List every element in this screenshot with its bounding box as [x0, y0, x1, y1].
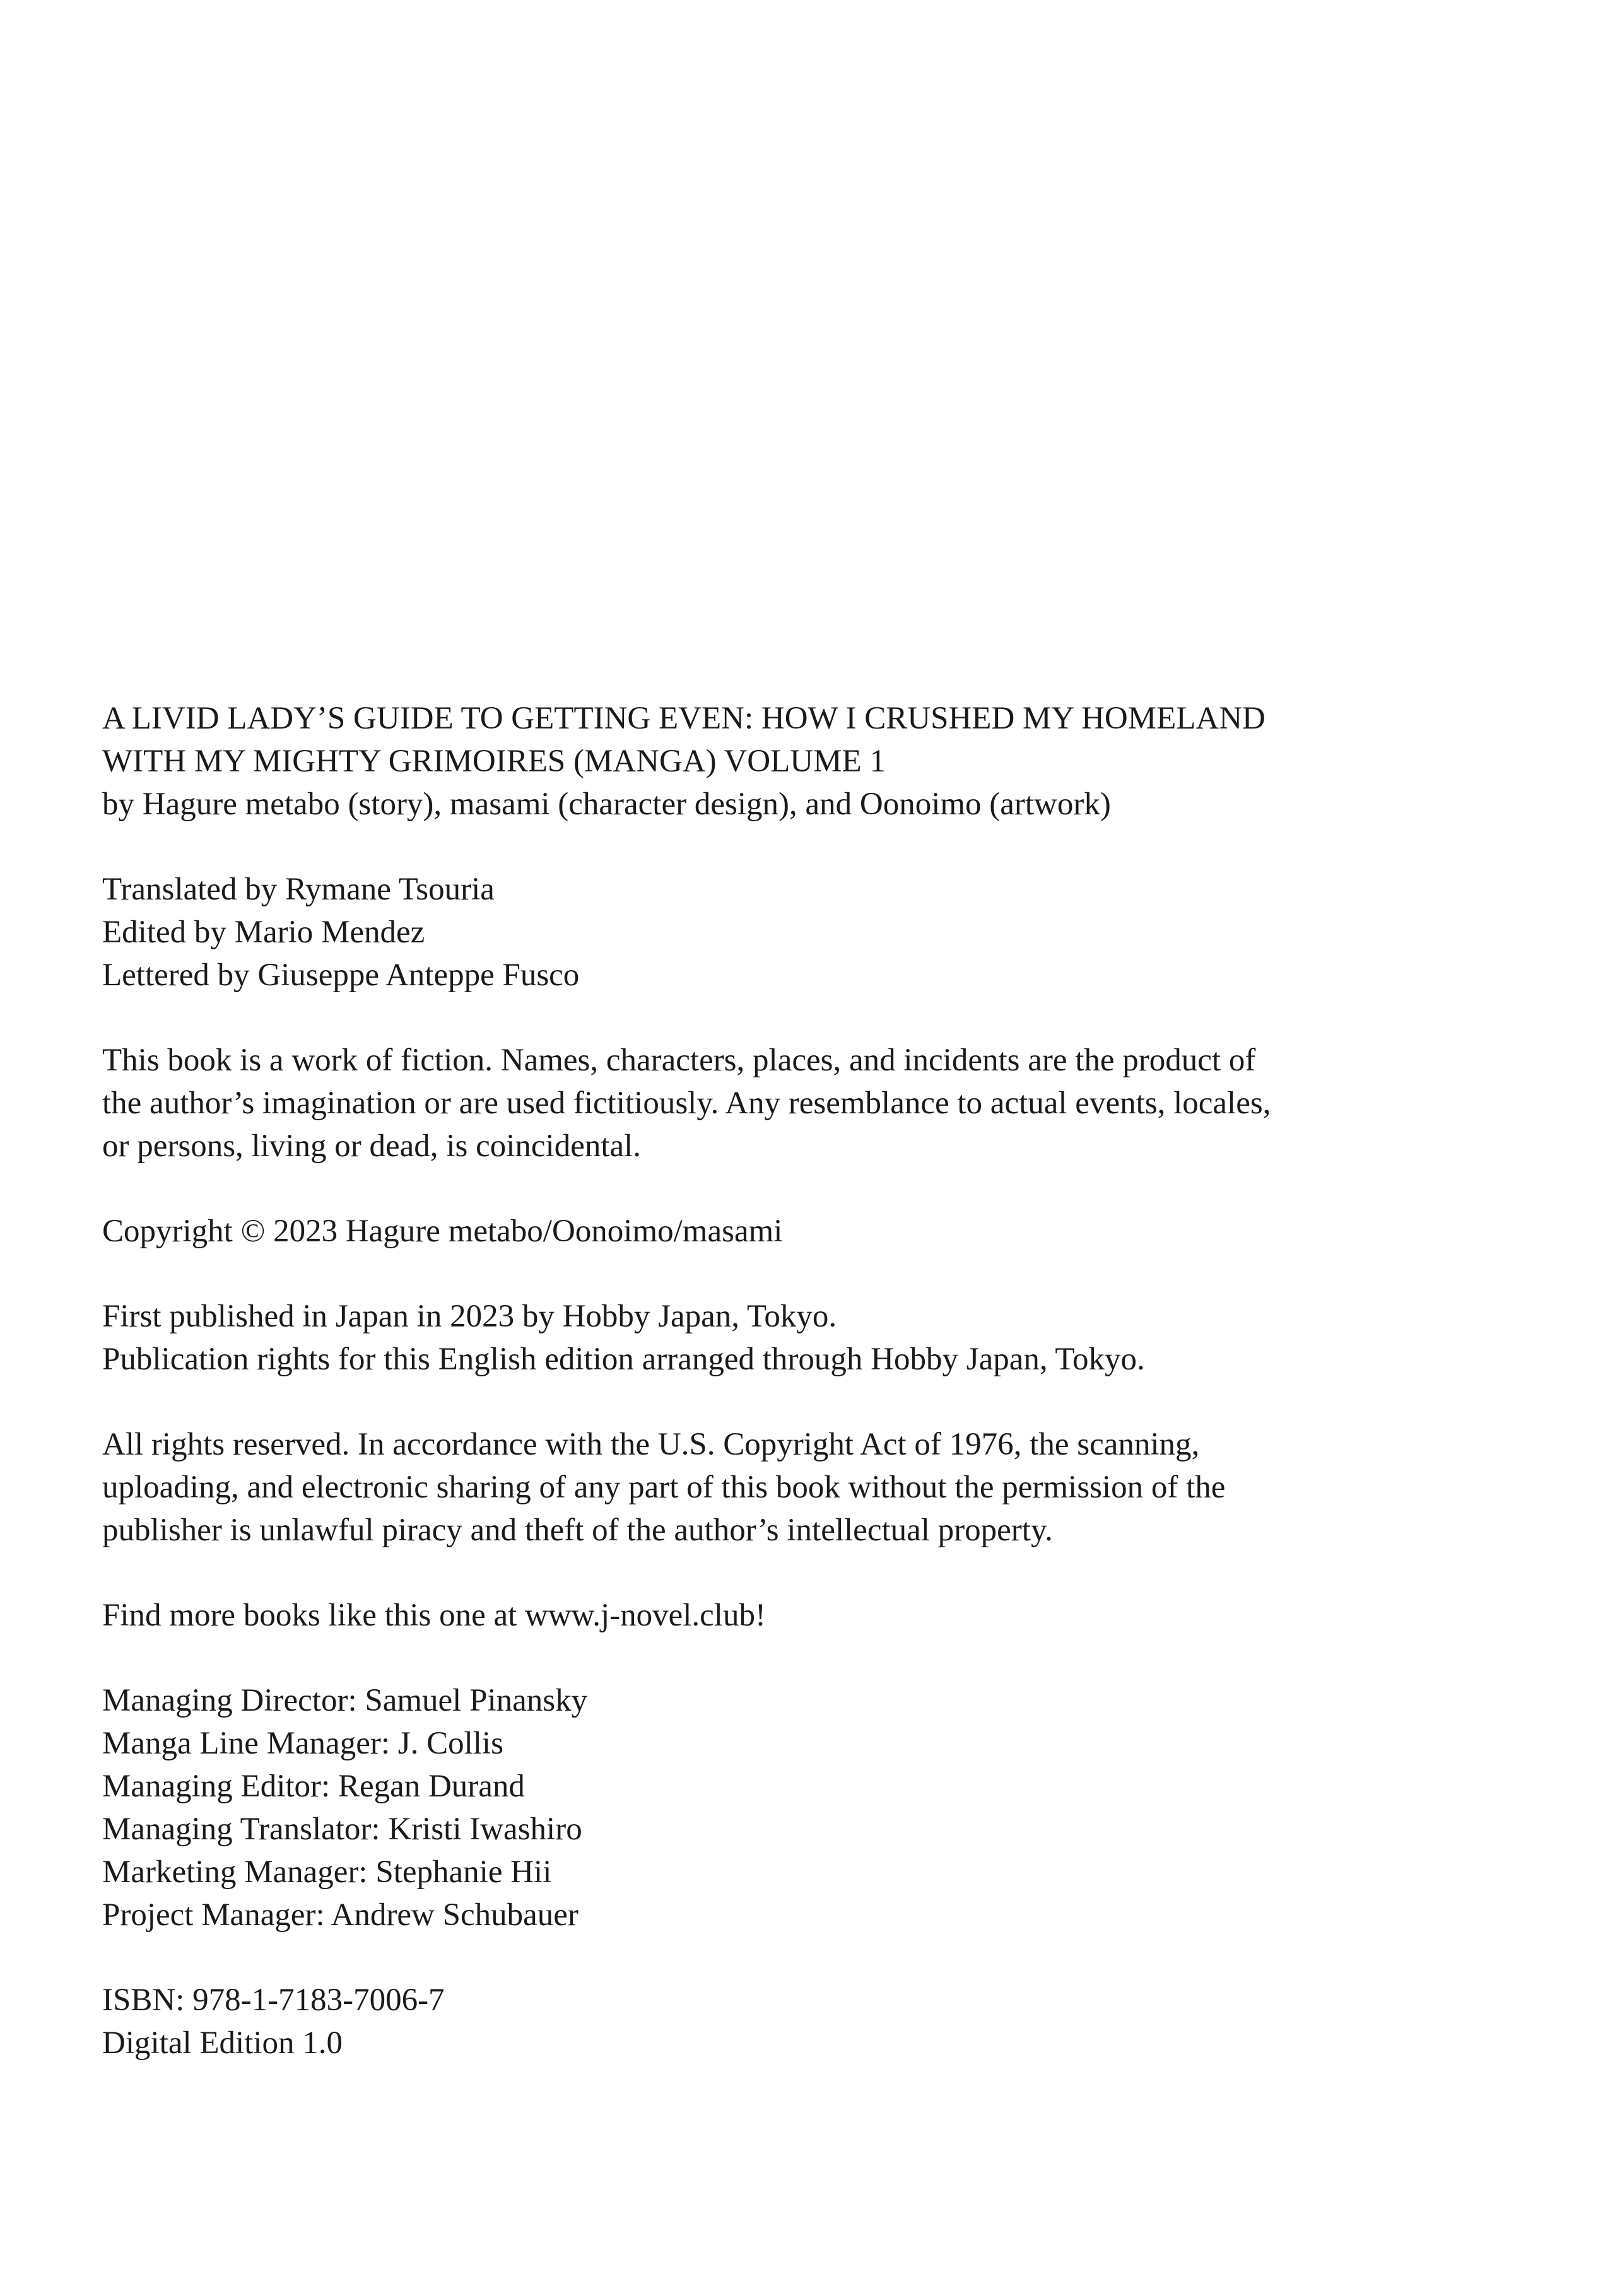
fiction-notice-line: the author’s imagination or are used fictitiously. Any resemblance to actual events, locales, — [102, 1086, 1271, 1121]
copyright-page — [102, 697, 1515, 2065]
title-block — [102, 697, 1515, 826]
fiction-notice-line: This book is a work of fiction. Names, characters, places, and incidents are the product of — [102, 1043, 1256, 1078]
byline: by Hagure metabo (story), masami (character design), and Oonoimo (artwork) — [102, 787, 1111, 822]
fiction-notice-line: or persons, living or dead, is coincidental. — [102, 1128, 642, 1164]
rights-notice-line: publisher is unlawful piracy and theft of the author’s intellectual property. — [102, 1513, 1053, 1548]
staff-managing-editor: Managing Editor: Regan Durand — [102, 1769, 525, 1804]
staff-project-manager: Project Manager: Andrew Schubauer — [102, 1897, 578, 1933]
website-block — [102, 1594, 1515, 1637]
website-line: Find more books like this one at www.j-novel.club! — [102, 1598, 766, 1633]
copyright-line: Copyright © 2023 Hagure metabo/Oonoimo/masami — [102, 1214, 783, 1249]
fiction-notice — [102, 1039, 1515, 1168]
publication-line: First published in Japan in 2023 by Hobby Japan, Tokyo. — [102, 1299, 837, 1334]
rights-notice-line: uploading, and electronic sharing of any part of this book without the permission of the — [102, 1470, 1226, 1505]
isbn-line: ISBN: 978-1-7183-7006-7 — [102, 1983, 445, 2018]
publication-line: Publication rights for this English edition arranged through Hobby Japan, Tokyo. — [102, 1342, 1145, 1377]
staff-managing-translator: Managing Translator: Kristi Iwashiro — [102, 1812, 582, 1847]
credit-editor: Edited by Mario Mendez — [102, 915, 425, 950]
book-title-line-2: WITH MY MIGHTY GRIMOIRES (MANGA) VOLUME 1 — [102, 744, 886, 779]
publication-block — [102, 1295, 1515, 1381]
credit-letterer: Lettered by Giuseppe Anteppe Fusco — [102, 958, 580, 993]
staff-manga-line-manager: Manga Line Manager: J. Collis — [102, 1726, 503, 1761]
staff-marketing-manager: Marketing Manager: Stephanie Hii — [102, 1854, 552, 1890]
copyright-block — [102, 1210, 1515, 1253]
rights-notice — [102, 1423, 1515, 1552]
book-title-line-1: A LIVID LADY’S GUIDE TO GETTING EVEN: HOW I CRUSHED MY HOMELAND — [102, 701, 1266, 736]
staff-managing-director: Managing Director: Samuel Pinansky — [102, 1683, 588, 1718]
staff-block — [102, 1679, 1515, 1936]
isbn-block — [102, 1979, 1515, 2065]
credit-translator: Translated by Rymane Tsouria — [102, 872, 495, 907]
edition-line: Digital Edition 1.0 — [102, 2025, 343, 2061]
credits-block — [102, 868, 1515, 997]
rights-notice-line: All rights reserved. In accordance with the U.S. Copyright Act of 1976, the scanning, — [102, 1427, 1200, 1462]
